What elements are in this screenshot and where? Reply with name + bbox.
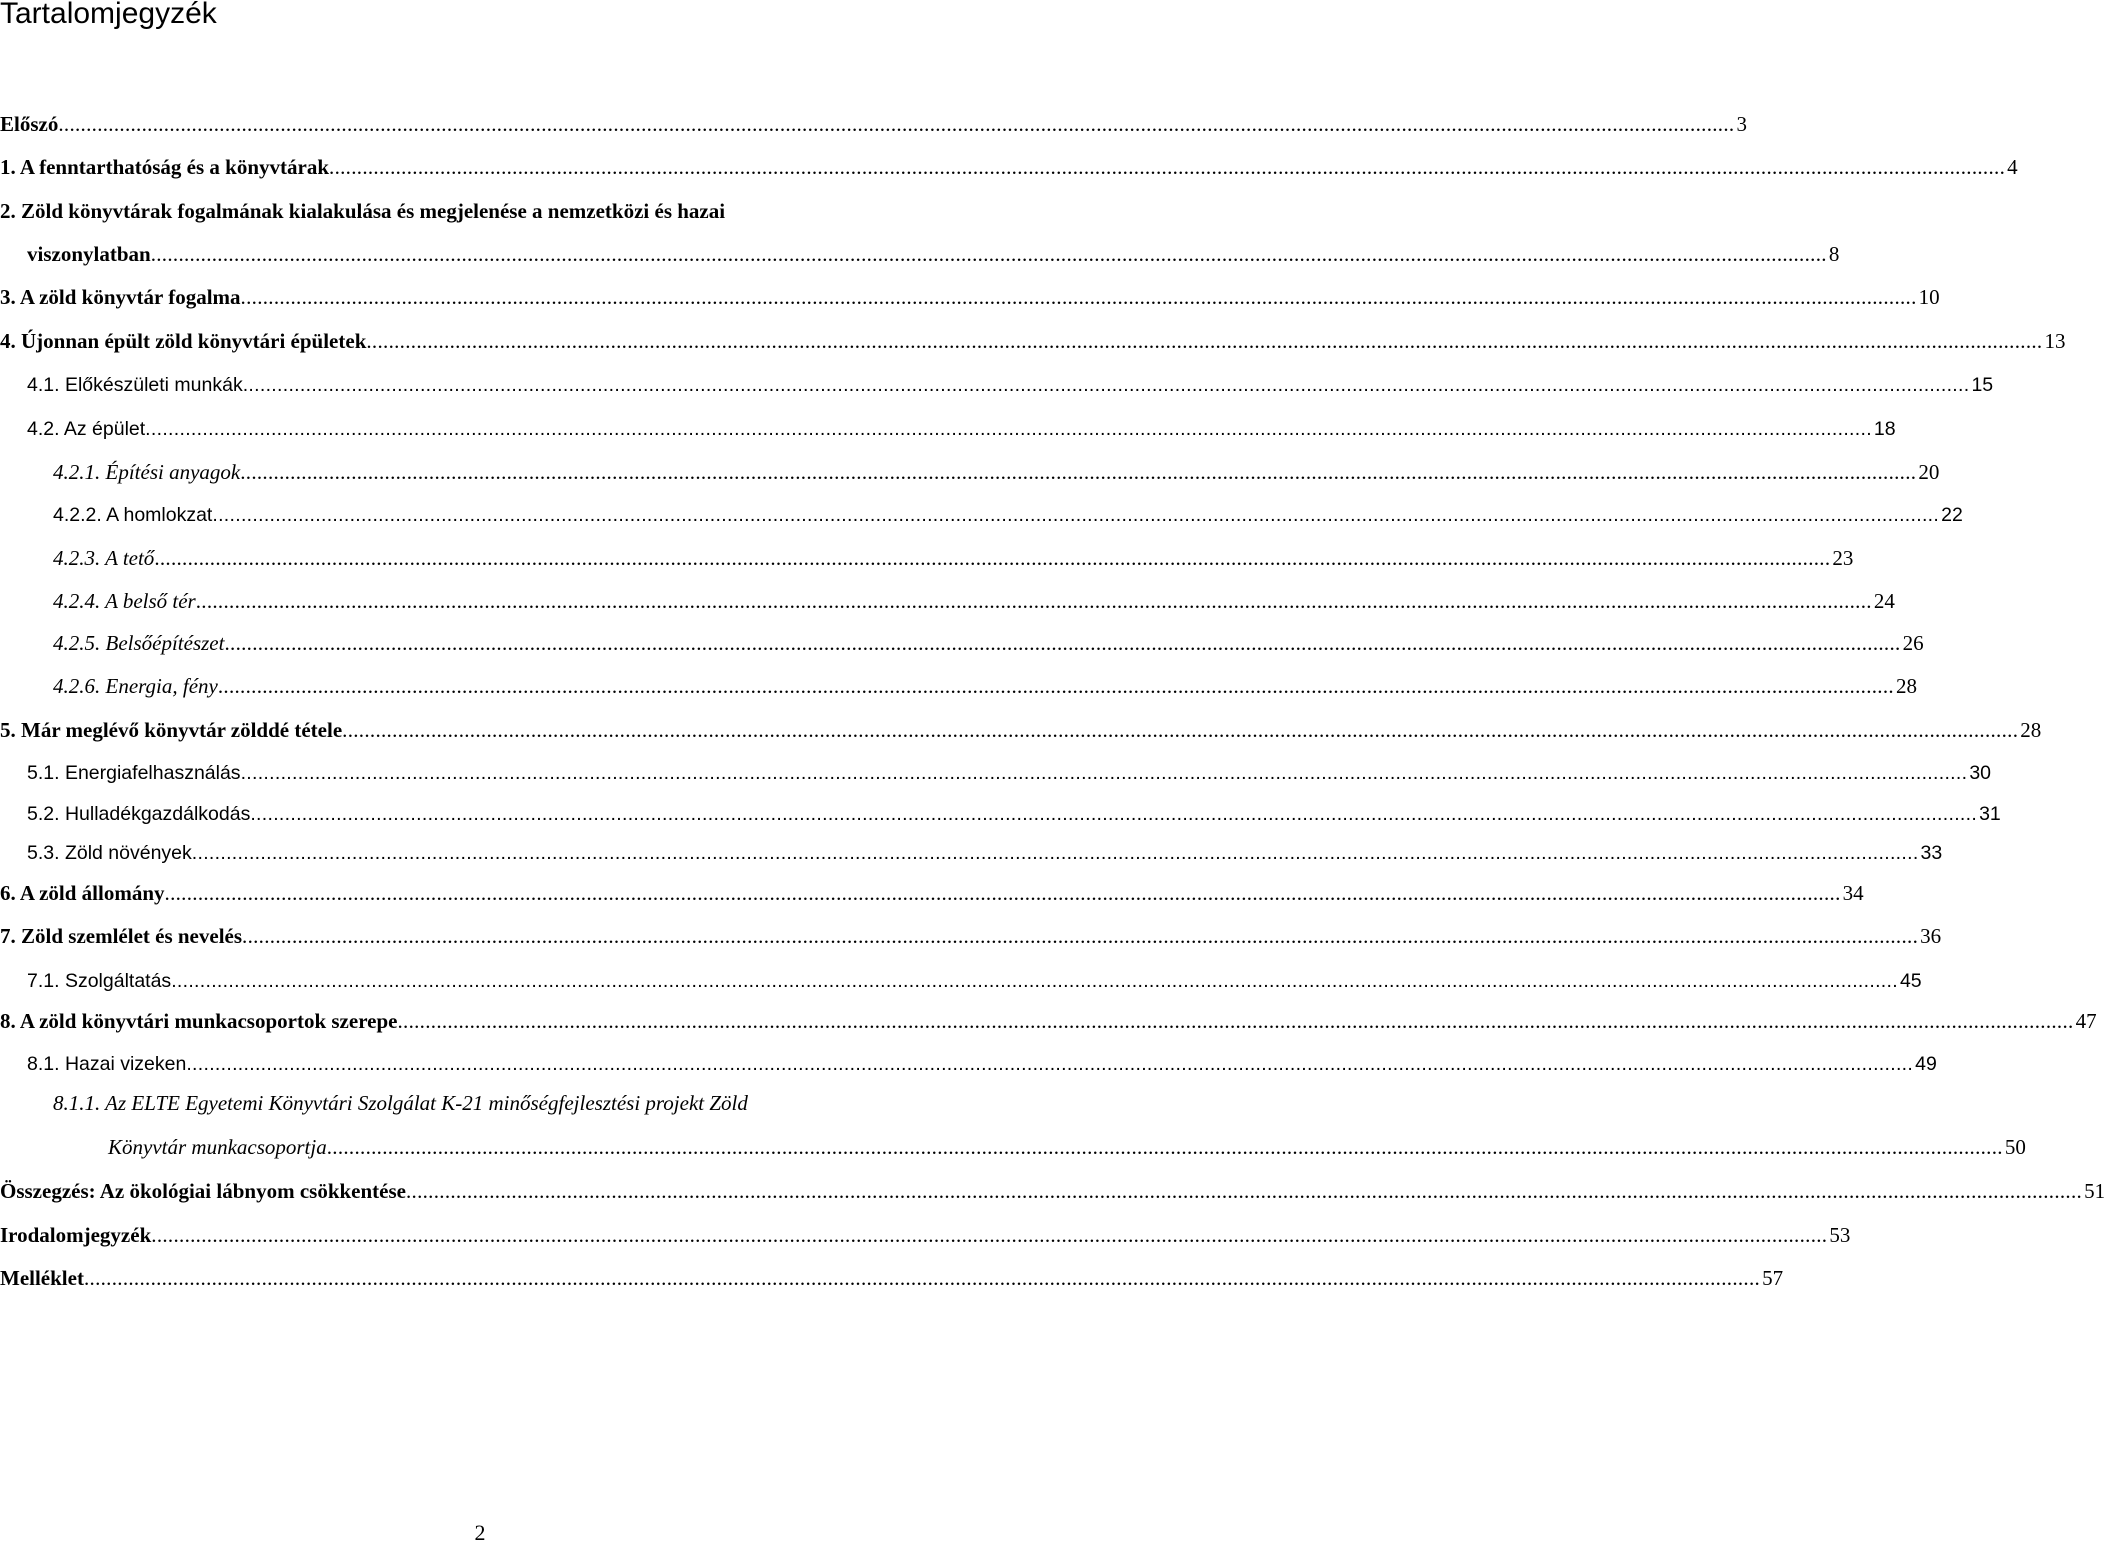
page-number: 2 (474, 1520, 486, 1545)
toc-entry-label: 4.1. Előkészületi munkák (27, 374, 243, 396)
dot-leader (154, 545, 1830, 571)
toc-entry-label: 4.2.6. Energia, fény (53, 674, 218, 698)
toc-entry-page: 31 (1979, 803, 2001, 825)
toc-entry-page: 51 (2084, 1179, 2105, 1203)
toc-entry-section-7-1[interactable] (0, 968, 1922, 994)
dot-leader (171, 968, 1898, 994)
dot-leader (327, 1134, 2003, 1160)
toc-entry-chapter-3[interactable] (0, 284, 1940, 310)
toc-entry-label-continuation: Könyvtár munkacsoportja (108, 1135, 327, 1159)
toc-entry-page: 28 (2020, 718, 2042, 742)
toc-entry-page: 36 (1920, 924, 1942, 948)
toc-entry-page: 53 (1829, 1223, 1851, 1247)
toc-entry-chapter-2-line-2[interactable] (0, 241, 1840, 267)
toc-entry-page: 8 (1828, 242, 1840, 266)
toc-entry-page: 10 (1918, 285, 1940, 309)
toc-entry-chapter-5[interactable] (0, 717, 2042, 743)
toc-entry-chapter-6[interactable] (0, 880, 1864, 906)
toc-entry-label: Összegzés: Az ökológiai lábnyom csökkentése (0, 1179, 406, 1203)
toc-entry-label: 8.1.1. Az ELTE Egyetemi Könyvtári Szolgálat K-21 minőségfejlesztési projekt Zöld (53, 1091, 748, 1115)
toc-entry-page: 18 (1873, 418, 1896, 440)
toc-entry-page: 30 (1969, 762, 1992, 784)
toc-entry-page: 13 (2044, 329, 2066, 353)
toc-entry-label: 4. Újonnan épült zöld könyvtári épületek (0, 329, 367, 353)
toc-entry-label: 8.1. Hazai vizeken (27, 1053, 187, 1075)
toc-entry-page: 45 (1899, 970, 1922, 992)
toc-entry-page: 34 (1842, 881, 1864, 905)
toc-entry-subsection-4-2-5[interactable] (0, 630, 1924, 656)
dot-leader (329, 154, 2005, 180)
toc-entry-page: 3 (1736, 112, 1747, 136)
toc-entry-chapter-2-line-1[interactable] (0, 198, 960, 224)
toc-entry-label: 7. Zöld szemlélet és nevelés (0, 924, 243, 948)
toc-entry-label: 7.1. Szolgáltatás (27, 970, 172, 992)
toc-entry-label: Előszó (0, 112, 59, 136)
toc-entry-label: 2. Zöld könyvtárak fogalmának kialakulása és megjelenése a nemzetközi és hazai (0, 199, 726, 223)
toc-entry-subsection-8-1-1-line-1[interactable] (0, 1090, 960, 1116)
dot-leader (151, 241, 1827, 267)
toc-entry-section-5-2[interactable] (0, 801, 2001, 827)
toc-entry-chapter-8[interactable] (0, 1008, 2097, 1034)
toc-entry-preface[interactable] (0, 111, 1747, 137)
toc-entry-subsection-4-2-2[interactable] (0, 502, 1963, 528)
toc-entry-chapter-1[interactable] (0, 154, 2018, 180)
toc-entry-page: 47 (2075, 1009, 2097, 1033)
toc-entry-label: 3. A zöld könyvtár fogalma (0, 285, 241, 309)
dot-leader (406, 1178, 2082, 1204)
toc-entry-chapter-7[interactable] (0, 923, 1942, 949)
toc-entry-section-5-3[interactable] (0, 840, 1943, 866)
toc-entry-section-8-1[interactable] (0, 1051, 1937, 1077)
toc-entry-subsection-4-2-6[interactable] (0, 673, 1917, 699)
toc-entry-appendix[interactable] (0, 1265, 1784, 1291)
toc-entry-page: 22 (1941, 504, 1963, 526)
toc-entry-label: 4.2.4. A belső tér (53, 589, 196, 613)
toc-entry-label: 4.2.1. Építési anyagok (53, 460, 241, 484)
toc-entry-label: 1. A fenntarthatóság és a könyvtárak (0, 155, 330, 179)
toc-entry-page: 49 (1915, 1053, 1937, 1075)
toc-entry-label: 5.3. Zöld növények (27, 842, 192, 864)
toc-entry-label: 5. Már meglévő könyvtár zölddé tétele (0, 718, 343, 742)
toc-entry-page: 4 (2007, 155, 2018, 179)
dot-leader (165, 880, 1841, 906)
toc-entry-chapter-4[interactable] (0, 328, 2066, 354)
dot-leader (241, 760, 1968, 786)
toc-entry-summary[interactable] (0, 1178, 2105, 1204)
dot-leader (151, 1222, 1827, 1248)
dot-leader (58, 111, 1734, 137)
dot-leader (192, 840, 1919, 866)
toc-entry-subsection-4-2-1[interactable] (0, 459, 1940, 485)
dot-leader (212, 502, 1939, 528)
toc-entry-label: 4.2.3. A tető (53, 546, 155, 570)
dot-leader (196, 588, 1872, 614)
dot-leader (84, 1265, 1760, 1291)
toc-entry-section-5-1[interactable] (0, 760, 1992, 786)
toc-entry-page: 24 (1873, 589, 1895, 613)
dot-leader (218, 673, 1894, 699)
toc-entry-label: 5.1. Energiafelhasználás (27, 762, 241, 784)
toc-entry-page: 33 (1920, 842, 1943, 864)
toc-entry-label: Melléklet (0, 1266, 84, 1290)
dot-leader (243, 372, 1970, 398)
toc-entry-section-4-2[interactable] (0, 416, 1896, 442)
toc-entry-page: 26 (1902, 631, 1924, 655)
toc-entry-label: 6. A zöld állomány (0, 881, 165, 905)
dot-leader (250, 801, 1977, 827)
toc-entry-page: 28 (1895, 674, 1917, 698)
toc-entry-page: 23 (1832, 546, 1854, 570)
dot-leader (366, 328, 2042, 354)
toc-entry-label: 4.2. Az épület (27, 418, 146, 440)
toc-entry-page: 57 (1762, 1266, 1784, 1290)
toc-entry-page: 50 (2004, 1135, 2026, 1159)
dot-leader (145, 416, 1872, 442)
toc-entry-subsection-8-1-1-line-2[interactable] (0, 1134, 2026, 1160)
toc-entry-section-4-1[interactable] (0, 372, 1994, 398)
dot-leader (342, 717, 2018, 743)
toc-entry-label-continuation: viszonylatban (27, 242, 151, 266)
toc-entry-label: 5.2. Hulladékgazdálkodás (27, 803, 251, 825)
toc-entry-bibliography[interactable] (0, 1222, 1851, 1248)
dot-leader (240, 459, 1916, 485)
toc-entry-page: 15 (1971, 374, 1994, 396)
dot-leader (397, 1008, 2073, 1034)
dot-leader (241, 284, 1917, 310)
dot-leader (242, 923, 1918, 949)
toc-entry-page: 20 (1918, 460, 1940, 484)
toc-entry-subsection-4-2-4[interactable] (0, 588, 1895, 614)
toc-entry-label: 8. A zöld könyvtári munkacsoportok szerepe (0, 1009, 398, 1033)
dot-leader (224, 630, 1900, 656)
toc-entry-label: 4.2.2. A homlokzat (53, 504, 213, 526)
page-title: Tartalomjegyzék (0, 0, 217, 30)
toc-entry-label: 4.2.5. Belsőépítészet (53, 631, 225, 655)
toc-entry-subsection-4-2-3[interactable] (0, 545, 1854, 571)
toc-entry-label: Irodalomjegyzék (0, 1223, 152, 1247)
dot-leader (186, 1051, 1913, 1077)
